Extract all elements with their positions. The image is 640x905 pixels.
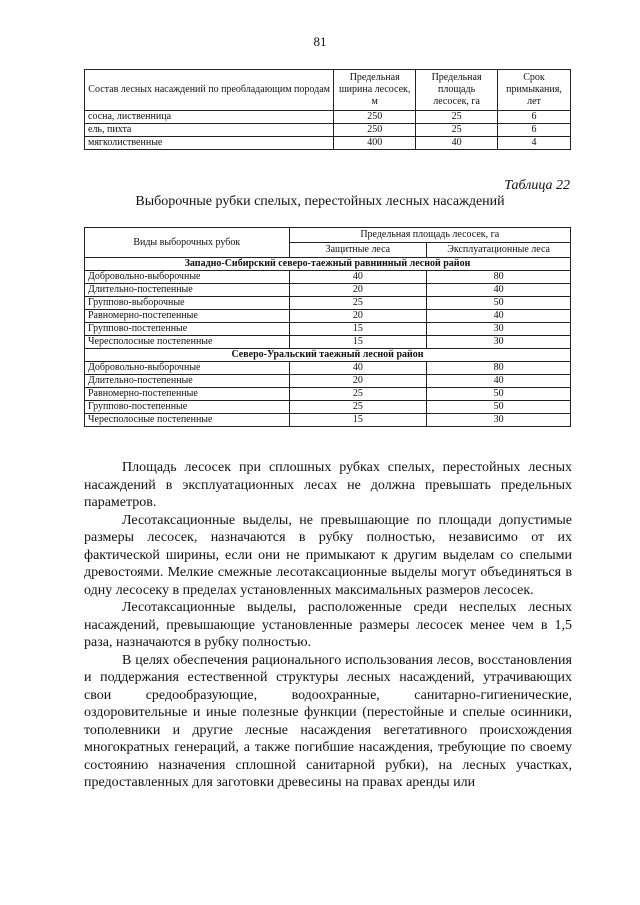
table-cell: 80 [427, 362, 571, 375]
table-cell: ель, пихта [85, 124, 334, 137]
table-cell: 25 [289, 401, 427, 414]
paragraph: В целях обеспечения рационального использования лесов, восстановления и поддержания естественной структуры лесных насаждений, утрачивающих свои средообразующие, водоохранные, санитарно-гигиенические, оздоровительные и иные полезные функции (перестойные и спелые осинники, тополевники и другие лесные насаждения вегетативного происхождения многократных генераций, а также погибшие насаждения, требующие по своему состоянию назначения сплошной санитарной рубки), на лесных участках, предоставленных для заготовки древесины на правах аренды или [84, 652, 572, 790]
table-cell: 30 [427, 414, 571, 427]
table-row [85, 271, 571, 284]
table-cell: сосна, лиственница [85, 111, 334, 124]
table-caption: Таблица 22 [504, 178, 570, 193]
table-cell: 40 [427, 375, 571, 388]
table-cell: 20 [289, 310, 427, 323]
table-cell: 15 [289, 336, 427, 349]
selective-felling-table [84, 227, 571, 427]
table-cell: 40 [427, 310, 571, 323]
header-max-area: Предельная площадь лесосек, га [416, 70, 498, 111]
paragraph: Лесотаксационные выделы, не превышающие по площади допустимые размеры лесосек, назначаются в рубку полностью, независимо от их фактической ширины, если они не примыкают к другим выделам со спелыми древостоями. Мелкие смежные лесотаксационные выделы могут объединяться в одну лесосеку в пределах установленных максимальных размеров лесосек. [84, 512, 572, 598]
header-max-area: Предельная площадь лесосек, га [289, 228, 570, 243]
header-composition: Состав лесных насаждений по преобладающим породам [85, 70, 334, 111]
table-cell: 30 [427, 323, 571, 336]
table-header-row [85, 70, 571, 111]
table-cell: Равномерно-постепенные [85, 388, 290, 401]
table-cell: Длительно-постепенные [85, 284, 290, 297]
table-cell: Группово-постепенные [85, 401, 290, 414]
table-row [85, 401, 571, 414]
table-row [85, 323, 571, 336]
table-cell: 25 [289, 297, 427, 310]
table-cell: 50 [427, 297, 571, 310]
table-cell: 50 [427, 388, 571, 401]
table-cell: 400 [334, 137, 416, 150]
table-cell: 250 [334, 111, 416, 124]
body-text [84, 459, 572, 792]
table-row [85, 336, 571, 349]
page-number: 81 [313, 34, 327, 49]
table-cell: Длительно-постепенные [85, 375, 290, 388]
region-row [85, 258, 571, 271]
table-row [85, 111, 571, 124]
paragraph: Площадь лесосек при сплошных рубках спелых, перестойных лесных насаждений в эксплуатационных лесах не должна превышать предельных параметров. [84, 460, 572, 510]
table-cell: 25 [289, 388, 427, 401]
table-cell: 40 [416, 137, 498, 150]
table-cell: 6 [498, 124, 571, 137]
table-row [85, 375, 571, 388]
table-cell: 15 [289, 323, 427, 336]
table-cell: Добровольно-выборочные [85, 362, 290, 375]
table-cell: 50 [427, 401, 571, 414]
table-cell: 40 [427, 284, 571, 297]
table-cell: 80 [427, 271, 571, 284]
table-cell: Группово-постепенные [85, 323, 290, 336]
header-exploitation-forests: Эксплуатационные леса [427, 243, 571, 258]
paragraph: Лесотаксационные выделы, расположенные среди неспелых лесных насаждений, превышающие установленные размеры лесосек менее чем в 1,5 раза, назначаются в рубку полностью. [84, 600, 572, 650]
table-cell: 4 [498, 137, 571, 150]
table-cell: мягколиственные [85, 137, 334, 150]
header-felling-types: Виды выборочных рубок [85, 228, 290, 258]
table-cell: 40 [289, 271, 427, 284]
table-cell: 25 [416, 124, 498, 137]
table-row [85, 284, 571, 297]
table-cell: 40 [289, 362, 427, 375]
table-cell: 250 [334, 124, 416, 137]
table-cell: Добровольно-выборочные [85, 271, 290, 284]
table-row [85, 124, 571, 137]
table-cell: 6 [498, 111, 571, 124]
table-cell: Группово-выборочные [85, 297, 290, 310]
table-header-row [85, 228, 571, 243]
region-heading: Западно-Сибирский северо-таежный равнинный лесной район [85, 258, 571, 271]
table-cell: 20 [289, 284, 427, 297]
table-cell: Равномерно-постепенные [85, 310, 290, 323]
region-heading: Северо-Уральский таежный лесной район [85, 349, 571, 362]
table-cell: 20 [289, 375, 427, 388]
table-title: Выборочные рубки спелых, перестойных лесных насаждений [135, 194, 505, 209]
header-max-width: Предельная ширина лесосек, м [334, 70, 416, 111]
table-row [85, 362, 571, 375]
table-row [85, 310, 571, 323]
table-cell: 15 [289, 414, 427, 427]
table-cell: 25 [416, 111, 498, 124]
table-cell: Чересполосные постепенные [85, 414, 290, 427]
table-row [85, 388, 571, 401]
table-cell: Чересполосные постепенные [85, 336, 290, 349]
table-row [85, 414, 571, 427]
region-row [85, 349, 571, 362]
header-adjacency-period: Срок примыкания, лет [498, 70, 571, 111]
table-row [85, 137, 571, 150]
header-protective-forests: Защитные леса [289, 243, 427, 258]
table-cell: 30 [427, 336, 571, 349]
clearcut-limits-table [84, 69, 571, 150]
table-row [85, 297, 571, 310]
